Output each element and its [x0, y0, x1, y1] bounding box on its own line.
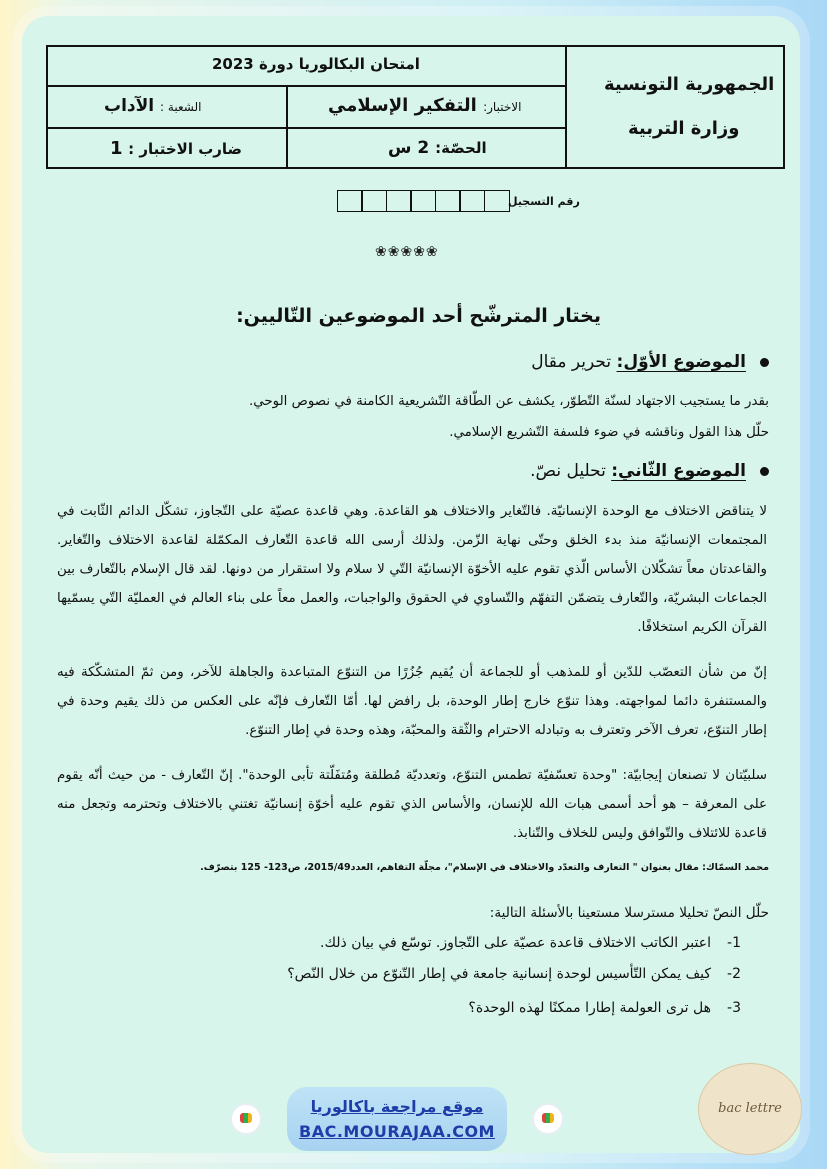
text-source-citation: محمد السمّاك: مقال بعنوان " التعارف والتعدّد والاختلاف في الإسلام"، مجلّة التفاهم، العدد2015/49، ص123- 125 بتصرّف.: [200, 862, 769, 873]
question-2: [287, 966, 741, 982]
site-url[interactable]: BAC.MOURAJAA.COM: [299, 1122, 495, 1141]
republic-title: الجمهورية التونسية: [604, 74, 775, 95]
topic1-type: تحرير مقال: [531, 352, 612, 372]
topic2-title: الموضوع الثّاني:: [611, 461, 746, 481]
text-paragraph-3: سلبيّتان لا تصنعان إيجابيّة: "وحدة تعسّفيّة تطمس التنوّع، وتعدديّة مُطلقة ومُتفَلّتة تأبى الوحدة". إنّ التّعارف - من حيث أنّه يقوم على المعرفة – هو أحد أسمى هبات الله للإنسان، والأساس الذي تقوم عليه أخوّة إنسانيّة تغتني بالاختلاف وتحترمه وتجعل منه قاعدة للائتلاف والتّوافق وليس للخلاف والتّنابذ.: [57, 768, 767, 841]
topic1-line-1: بقدر ما يستجيب الاجتهاد لسنّة التّطوّر، يكشف عن الطّاقة التّشريعية الكامنة في نصوص الوحي.: [248, 394, 769, 409]
site-name-arabic[interactable]: موقع مراجعة باكالوريا: [310, 1097, 484, 1116]
subject-value: التفكير الإسلامي: [328, 95, 477, 116]
coefficient-label: ضارب الاختبار :: [128, 140, 243, 158]
topic1-line-2: حلّل هذا القول وناقشه في ضوء فلسفة التّشريع الإسلامي.: [449, 425, 769, 440]
bullet-icon: [760, 358, 769, 367]
ornament-divider: ❀❀❀❀❀: [375, 244, 439, 260]
registration-number-boxes[interactable]: [338, 190, 510, 212]
instruction-heading: يختار المترشّح أحد الموضوعين التّاليين:: [236, 305, 601, 327]
duration-value: 2 س: [388, 138, 430, 158]
question-2-text: كيف يمكن التّأسيس لوحدة إنسانية جامعة في إطار التّنوّع من خلال النّص؟: [287, 966, 711, 982]
header-ministry-cell: [565, 45, 785, 169]
exam-session-title: امتحان البكالوريا دورة 2023: [212, 55, 420, 73]
text-paragraph-1: لا يتناقض الاختلاف مع الوحدة الإنسانيّة. فالتّغاير والاختلاف هو القاعدة. وهي قاعدة عصيّة على التّجاوز، تشكّل الدائم الثّابت في المجتمعات الإنسانيّة منذ بدء الخلق وحتّى نهاية الزّمن. ولذلك أرسى الله قاعدة التّعارف المكمّلة لقاعدة الاختلاف والتّغاير. والقاعدتان معاً تشكّلان الأساس الّذي تقوم عليه الأخوّة الإنسانيّة التّي لا سلام ولا استقرار من دونها. لقد قال الإسلام بالتّعارف بين الجماعات البشريّة، والتّعارف يتضمّن التفهّم والتّساوي في الحقوق والواجبات، والعمل معاً على بناء العالم في العمليّة التّي يسمّيها القرآن الكريم استخلافًا.: [57, 504, 767, 635]
question-1-text: اعتبر الكاتب الاختلاف قاعدة عصيّة على التّجاوز. توسّع في بيان ذلك.: [320, 935, 711, 951]
question-2-number: 2-: [727, 966, 741, 982]
duration-field: [388, 138, 487, 158]
question-1: [320, 935, 741, 951]
site-badge[interactable]: [287, 1087, 507, 1151]
registration-label: رقم التسجيل: [508, 195, 580, 208]
duration-label: الحصّة:: [435, 139, 487, 157]
reg-digit-box[interactable]: [361, 190, 387, 212]
reg-digit-box[interactable]: [337, 190, 363, 212]
reg-digit-box[interactable]: [459, 190, 485, 212]
topic1-heading: [531, 352, 769, 372]
question-intro: حلّل النصّ تحليلا مسترسلا مستعينا بالأسئلة التالية:: [489, 905, 769, 921]
section-label: الشعبة :: [160, 100, 202, 114]
reg-digit-box[interactable]: [410, 190, 436, 212]
section-value: الآداب: [104, 96, 155, 116]
question-3: [468, 1000, 741, 1016]
question-3-number: 3-: [727, 1000, 741, 1016]
section-field: [104, 96, 201, 116]
question-3-text: هل ترى العولمة إطارا ممكنًا لهذه الوحدة؟: [468, 1000, 711, 1016]
site-logo-icon: [232, 1105, 260, 1133]
question-1-number: 1-: [727, 935, 741, 951]
topic1-title: الموضوع الأوّل:: [616, 352, 746, 372]
coefficient-value: 1: [110, 138, 123, 159]
coefficient-field: [110, 138, 242, 159]
topic2-heading: [530, 461, 769, 481]
reg-digit-box[interactable]: [435, 190, 461, 212]
reg-digit-box[interactable]: [386, 190, 412, 212]
topic2-type: تحليل نصّ.: [530, 461, 606, 481]
bullet-icon: [760, 467, 769, 476]
bac-lettre-text: bac lettre: [718, 1101, 782, 1116]
text-paragraph-2: إنّ من شأن التعصّب للدّين أو للمذهب أو للجماعة أن يُقيم جُزُرًا من التنوّع المتباعدة والجاهلة للآخر، ومن ثمّ المتشكّكة فيه والمستنفرة دائما لمواجهته. وهذا تنوّع خارج إطار الوحدة، بل رافض لها. أمّا التّعارف فإنّه على العكس من ذلك يقيم وحدة في إطار التنوّع، تعرف الآخر وتعترف به وتبادله الاحترام والثّقة والمحبّة، وهذه وحدة في إطار التنوّع.: [57, 665, 767, 738]
site-logo-icon: [534, 1105, 562, 1133]
subject-label: الاختبار:: [483, 100, 522, 114]
bac-lettre-badge: [698, 1063, 802, 1155]
ministry-title: وزارة التربية: [628, 118, 740, 139]
subject-field: [328, 95, 521, 116]
reg-digit-box[interactable]: [484, 190, 510, 212]
